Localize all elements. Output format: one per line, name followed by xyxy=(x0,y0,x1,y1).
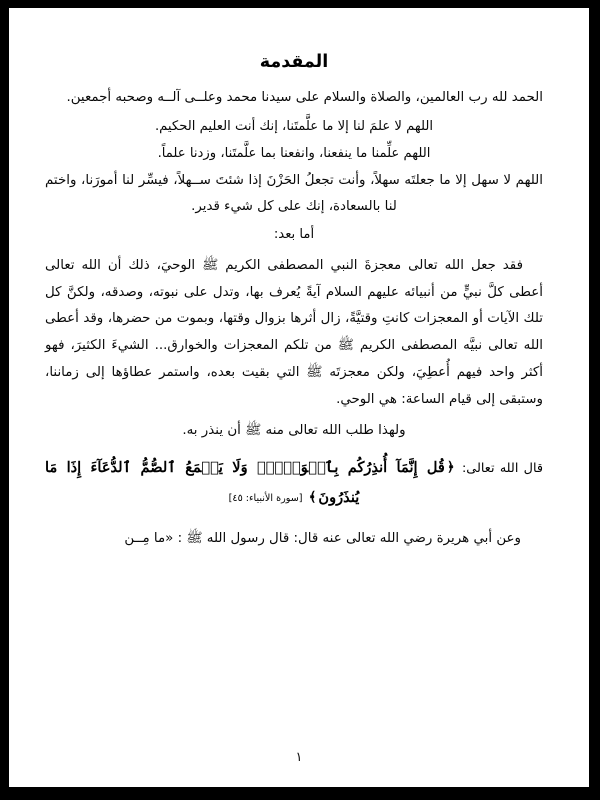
supplication-line-1: اللهم لا علمَ لنا إلا ما علَّمتَنا، إنك أنت العليم الحكيم. xyxy=(154,118,434,134)
supplication-line-2: اللهم علِّمنا ما ينفعنا، وانفعنا بما علَّمتَنا، وزدنا علماً. xyxy=(157,145,431,161)
page-content-area xyxy=(9,8,589,787)
page-title: المقدمة xyxy=(259,52,329,72)
quran-surah-reference: [سورة الأنبياء: ٤٥] xyxy=(228,493,303,505)
page-number: ١ xyxy=(295,750,303,765)
quran-verse-text: قُل إِنَّمَآ أُنذِرُكُم بِٱلۡوَحۡىِۚ وَلَا يَسۡمَعُ ٱلصُّمُّ ٱلدُّعَآءَ إِذَا مَا يُنذَرُونَ xyxy=(45,459,445,507)
quran-verse-block xyxy=(45,453,543,513)
paragraph-praise: الحمد لله رب العالمين، والصلاة والسلام على سيدنا محمد وعلــى آلــه وصحبه أجمعين. xyxy=(66,90,543,105)
supplication-line-3: اللهم لا سهل إلا ما جعلتَه سهلاً، وأنت تجعلُ الحَزْنَ إذا شئتَ ســهلاً، فيسِّر لنا أمورَنا، واختم لنا بالسعادة، إنك على كل شيء قدير. xyxy=(45,172,543,215)
ornate-bracket-close-icon: ﴾ xyxy=(308,490,317,506)
supplications-block xyxy=(45,114,543,221)
paragraph-lihadha: ولهذا طلب الله تعالى منه ﷺ أن ينذر به. xyxy=(182,422,406,438)
paragraph-main-body: فقد جعل الله تعالى معجزةَ النبي المصطفى الكريم ﷺ الوحيَ، ذلك أن الله تعالى أعطى كلَّ نبيٍّ من أنبيائه عليهم السلام آيةً يُعرف بها، وتدل على نبوته، وصدقه، ولكنَّ كل تلك الآيات أو المعجزات كانتِ وقتيَّةً، زال أثرها بزوال وقتها، وبموت من حضرها، وقد أعطى الله تعالى نبيَّه المصطفى الكريم ﷺ من تلكم المعجزات والخوارق... الشيءَ الكثيرَ، فهو أكثر واحد فيهم أُعطِيَ، ولكن معجزتَه ﷺ التي بقيت بعده، واستمر عطاؤها إلى زماننا، وستبقى إلى قيام الساعة: هي الوحي. xyxy=(45,257,543,407)
transition-phrase: أما بعد: xyxy=(273,227,315,243)
page-sheet xyxy=(9,8,589,787)
paragraph-hadith: وعن أبي هريرة رضي الله تعالى عنه قال: قال رسول الله ﷺ : «ما مِــن xyxy=(124,531,521,547)
ornate-bracket-open-icon: ﴿ xyxy=(446,460,455,476)
quran-intro-label: قال الله تعالى: xyxy=(462,461,543,477)
